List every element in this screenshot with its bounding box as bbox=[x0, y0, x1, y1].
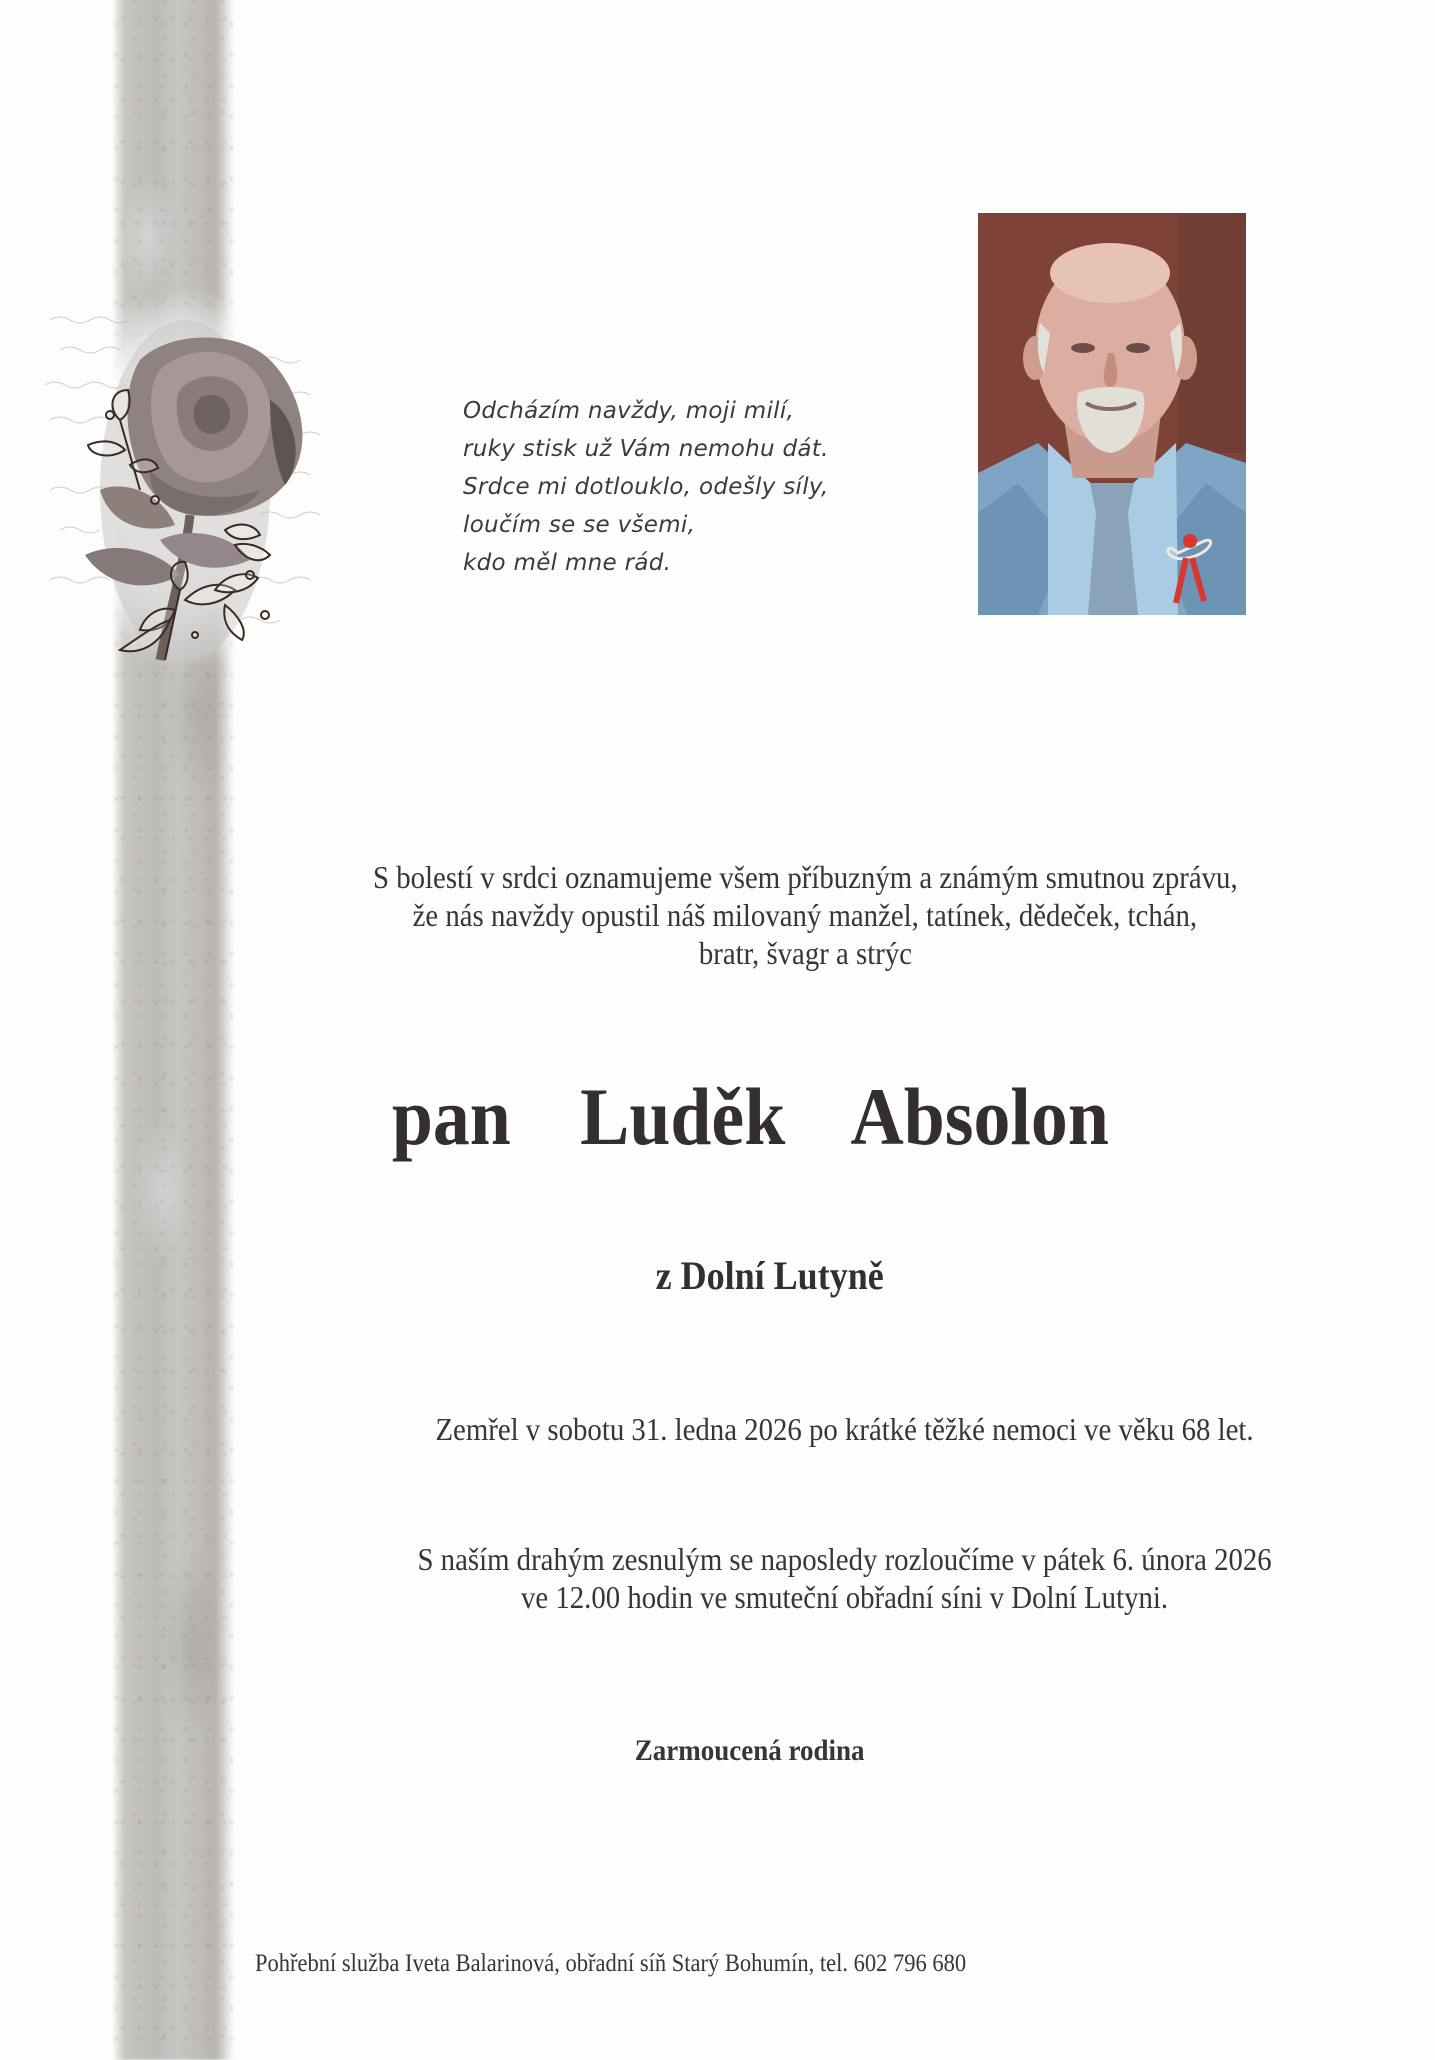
family-signature bbox=[500, 1732, 1000, 1770]
farewell-poem bbox=[463, 392, 923, 582]
announcement-line: S bolestí v srdci oznamujeme všem příbuzným a známým smutnou zprávu, bbox=[372, 859, 1238, 895]
deceased-origin-text: z Dolní Lutyně bbox=[655, 1253, 885, 1298]
announcement-line: že nás navždy opustil náš milovaný manžel, tatínek, dědeček, tchán, bbox=[412, 897, 1198, 933]
announcement-line: bratr, švagr a strýc bbox=[698, 935, 912, 971]
funeral-info-line: S naším drahým zesnulým se naposledy rozloučíme v pátek 6. února 2026 bbox=[417, 1541, 1273, 1577]
poem-line: Srdce mi dotlouklo, odešly síly, bbox=[463, 474, 829, 500]
poem-line: Odcházím navždy, moji milí, bbox=[463, 398, 795, 424]
poem-line: loučím se se všemi, bbox=[463, 512, 696, 538]
rose-ornament bbox=[20, 290, 350, 680]
portrait-photo bbox=[978, 213, 1246, 615]
funeral-info-line: ve 12.00 hodin ve smuteční obřadní síni v Dolní Lutyni. bbox=[521, 1579, 1169, 1615]
funeral-service-text: Pohřební služba Iveta Balarinová, obřadní síň Starý Bohumín, tel. 602 796 680 bbox=[255, 1950, 967, 1977]
death-notice bbox=[280, 1410, 1410, 1448]
rose-icon bbox=[20, 290, 350, 680]
poem-line: kdo měl mne rád. bbox=[463, 550, 672, 576]
deceased-name-text: pan Luděk Absolon bbox=[391, 1071, 1109, 1162]
funeral-info bbox=[280, 1540, 1410, 1616]
portrait-image bbox=[978, 213, 1246, 615]
funeral-service-footer bbox=[255, 1948, 1215, 1980]
poem-line: ruky stisk už Vám nemohu dát. bbox=[463, 436, 829, 462]
deceased-origin bbox=[470, 1252, 1070, 1300]
death-notice-text: Zemřel v sobotu 31. ledna 2026 po krátké těžké nemoci ve věku 68 let. bbox=[435, 1411, 1255, 1447]
deceased-name bbox=[300, 1072, 1200, 1162]
announcement-text bbox=[240, 858, 1370, 972]
family-signature-text: Zarmoucená rodina bbox=[635, 1734, 865, 1767]
